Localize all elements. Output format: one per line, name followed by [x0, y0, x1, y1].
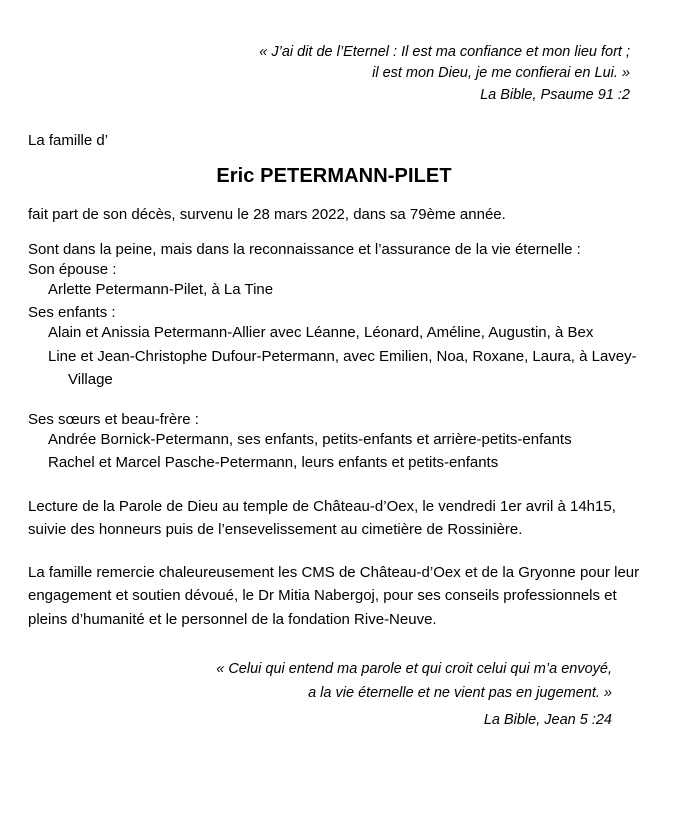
bottom-epigraph-line-1: « Celui qui entend ma parole et qui croit celui qui m’a envoyé, — [216, 660, 612, 677]
mourners-intro: Sont dans la peine, mais dans la reconnaissance et l’assurance de la vie éternelle : — [28, 241, 581, 259]
family-intro: La famille d’ — [28, 132, 109, 150]
section-spouse — [28, 261, 640, 301]
section-sisters — [28, 411, 640, 475]
top-epigraph — [28, 42, 630, 106]
top-epigraph-line-2: il est mon Dieu, je me confierai en Lui. » — [372, 65, 630, 82]
section-spouse-heading: Son épouse : — [28, 261, 117, 279]
list-item: Line et Jean-Christophe Dufour-Petermann, avec Emilien, Noa, Roxane, Laura, à Lavey-Village — [48, 347, 637, 388]
deceased-name: Eric PETERMANN-PILET — [216, 165, 452, 188]
list-item: Andrée Bornick-Petermann, ses enfants, petits-enfants et arrière-petits-enfants — [48, 431, 572, 449]
section-children-heading: Ses enfants : — [28, 304, 116, 322]
bottom-epigraph — [28, 657, 640, 733]
bottom-epigraph-source: La Bible, Jean 5 :24 — [483, 712, 612, 729]
section-sisters-heading: Ses sœurs et beau-frère : — [28, 411, 199, 429]
top-epigraph-line-1: « J’ai dit de l’Eternel : Il est ma confiance et mon lieu fort ; — [259, 44, 630, 60]
thanks-paragraph: La famille remercie chaleureusement les CMS de Château-d’Oex et de la Gryonne pour leur engagement et soutien dévoué, le Dr Mitia Nabergoj, pour ses conseils professionnels et pleins d’humanité et le personnel de la fondation Rive-Neuve. — [28, 564, 640, 628]
death-announcement: fait part de son décès, survenu le 28 mars 2022, dans sa 79ème année. — [28, 206, 506, 224]
top-epigraph-source: La Bible, Psaume 91 :2 — [480, 87, 630, 104]
bottom-epigraph-line-2: a la vie éternelle et ne vient pas en jugement. » — [308, 685, 612, 702]
list-item: Arlette Petermann-Pilet, à La Tine — [48, 281, 274, 299]
section-children — [28, 304, 640, 391]
list-item: Rachel et Marcel Pasche-Petermann, leurs enfants et petits-enfants — [48, 454, 499, 472]
list-item: Alain et Anissia Petermann-Allier avec Léanne, Léonard, Améline, Augustin, à Bex — [48, 324, 594, 342]
ceremony-details: Lecture de la Parole de Dieu au temple de Château-d’Oex, le vendredi 1er avril à 14h15, suivie des honneurs puis de l’ensevelissement au cimetière de Rossinière. — [28, 497, 616, 538]
